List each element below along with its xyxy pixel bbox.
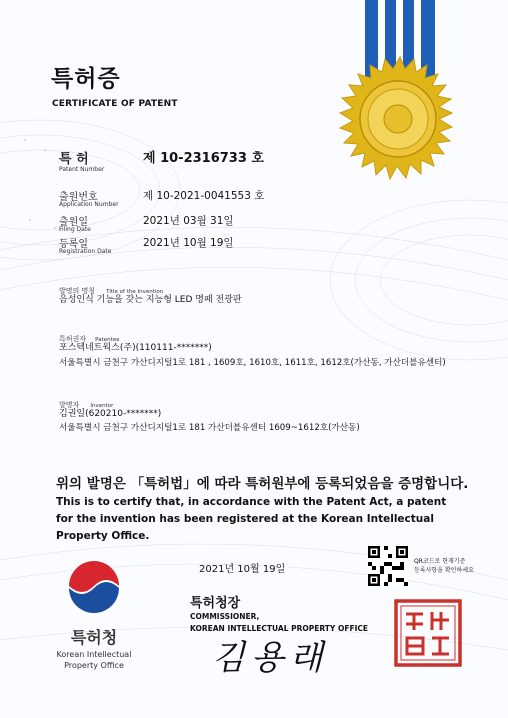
certificate-subtitle: CERTIFICATE OF PATENT (52, 99, 178, 109)
registration-date: 2021년 10월 19일 (143, 237, 234, 249)
patentee-name: 포스텍네트웍스(주)(110111-*******) (59, 343, 212, 353)
office-name-ko: 특허청 (70, 628, 118, 647)
invention-label: 발명의 명칭 (59, 287, 96, 295)
inventor-name: 김권일(620210-*******) (59, 409, 162, 419)
kipo-logo-icon (64, 560, 124, 620)
inventor-label: 발명자 (59, 401, 80, 409)
registration-label: 등록일 (59, 239, 88, 250)
patentee-label-en: Patentee (95, 337, 120, 343)
registration-label-en: Registration Date (59, 248, 112, 255)
certificate-title: 특허증 (51, 66, 121, 92)
certification-statement-ko: 위의 발명은 「특허법」에 따라 특허원부에 등록되었음을 증명합니다. (56, 476, 469, 492)
qr-note-line1: QR코드로 현재기준 (414, 558, 466, 565)
application-label: 출원번호 (59, 192, 98, 203)
patent-label: 특 허 (59, 152, 89, 167)
office-name-en-line2: Property Office (64, 661, 124, 670)
inventor-address: 서울특별시 금천구 가산디지털1로 181 가산더블유센터 1609~1612호(가산동) (59, 423, 360, 433)
qr-note (414, 557, 474, 575)
patentee-address: 서울특별시 금천구 가산디지털1로 181 , 1609호, 1610호, 1611호, 1612호(가산동, 가산더블유센터) (59, 358, 446, 368)
issue-date: 2021년 10월 19일 (199, 564, 286, 575)
commissioner-signature: 김용래 (212, 638, 329, 678)
commissioner-line2: KOREAN INTELLECTUAL PROPERTY OFFICE (190, 624, 369, 633)
office-name-en-line1: Korean Intellectual (56, 650, 132, 659)
filing-date: 2021년 03월 31일 (143, 215, 234, 227)
filing-label: 출원일 (59, 217, 88, 228)
filing-label-en: Filing Date (59, 226, 91, 233)
commissioner-line1: COMMISSIONER, (190, 612, 260, 621)
application-number: 제 10-2021-0041553 호 (143, 190, 265, 202)
qr-code-icon (368, 546, 408, 586)
qr-note-line2: 등록사항을 확인하세요 (414, 567, 474, 574)
invention-label-en: Title of the Invention (106, 289, 164, 295)
certification-statement-en: This is to certify that, in accordance with the Patent Act, a patent for the invention has been registered at the Korean Intellectual Property Office. (56, 496, 447, 542)
patent-number: 제 10-2316733 호 (143, 151, 264, 166)
official-stamp-icon (393, 598, 463, 668)
commissioner-title: 특허청장 (190, 596, 241, 611)
application-label-en: Application Number (59, 201, 119, 208)
inventor-label-en: Inventor (90, 403, 114, 409)
patent-label-en: Patent Number (59, 166, 105, 173)
patentee-label: 특허권자 (59, 335, 87, 343)
invention-title: 음성인식 기능을 갖는 지능형 LED 명패 전광판 (59, 295, 242, 305)
gold-seal-icon (335, 55, 465, 185)
